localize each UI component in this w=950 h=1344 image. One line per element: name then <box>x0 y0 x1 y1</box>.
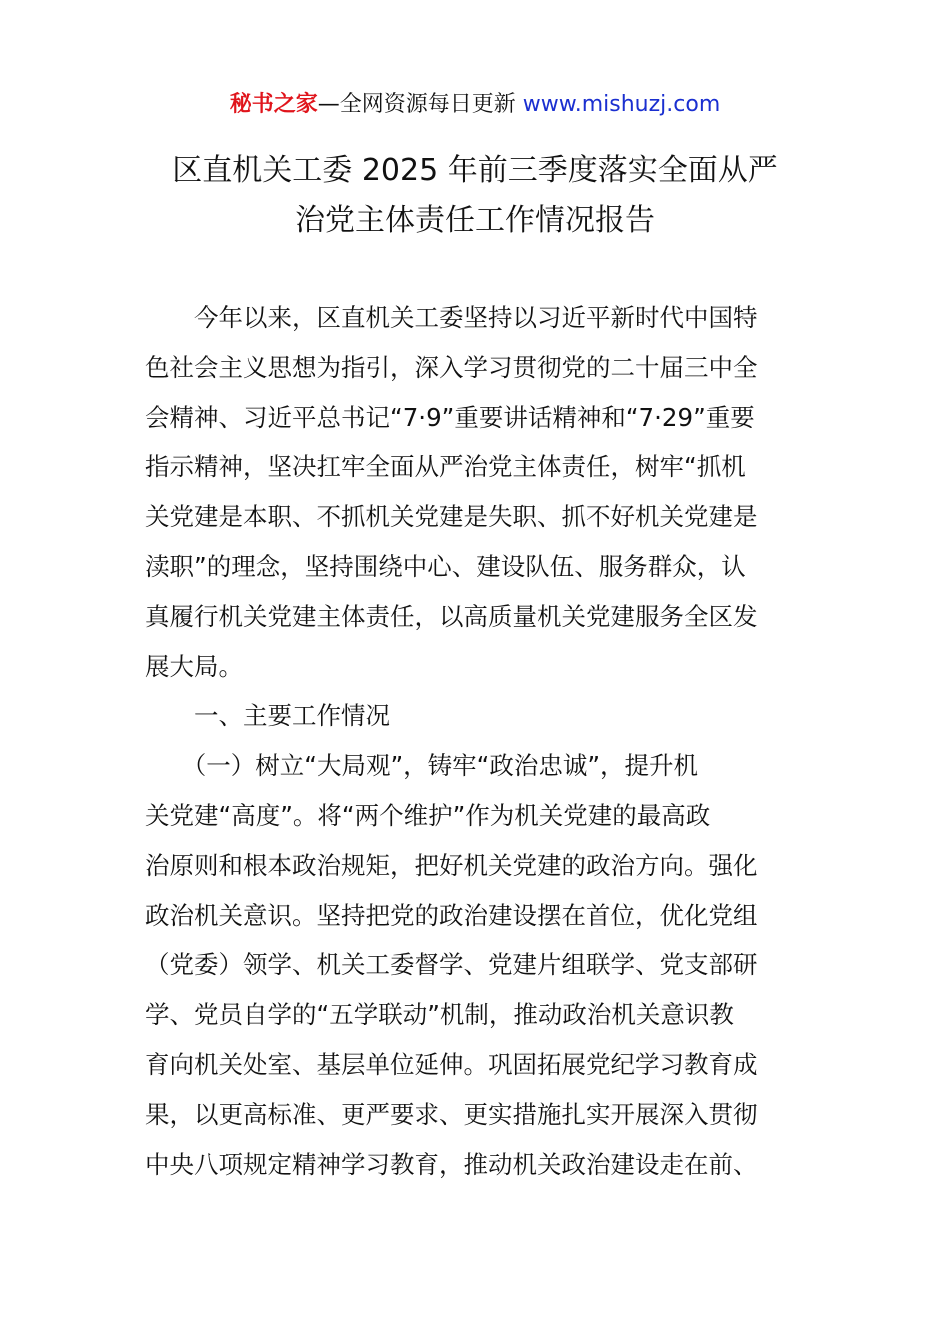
body-line: 学、党员自学的“五学联动”机制，推动政治机关意识教 <box>145 1000 734 1030</box>
site-url[interactable]: www.mishuzj.com <box>522 92 721 117</box>
body-line: 真履行机关党建主体责任，以高质量机关党建服务全区发 <box>145 601 758 631</box>
body-line: 渎职”的理念，坚持围绕中心、建设队伍、服务群众，认 <box>145 551 746 581</box>
body-line: 果，以更高标准、更严要求、更实措施扎实开展深入贯彻 <box>145 1099 758 1129</box>
body-line: 育向机关处室、基层单位延伸。巩固拓展党纪学习教育成 <box>145 1049 758 1079</box>
brand-name: 秘书之家 <box>229 92 318 117</box>
header-slogan: —全网资源每日更新 <box>317 92 523 117</box>
body-line: 关党建“高度”。将“两个维护”作为机关党建的最高政 <box>145 800 711 830</box>
body-line: 会精神、习近平总书记“7·9”重要讲话精神和“7·29”重要 <box>145 402 755 432</box>
body-line: （党委）领学、机关工委督学、党建片组联学、党支部研 <box>145 950 758 980</box>
document-title <box>0 146 950 246</box>
section-heading: 一、主要工作情况 <box>145 701 390 731</box>
body-line: 今年以来，区直机关工委坚持以习近平新时代中国特 <box>145 303 758 332</box>
document-body <box>145 293 810 1189</box>
site-header <box>0 88 950 122</box>
title-line-1: 区直机关工委 2025 年前三季度落实全面从严 <box>172 153 778 188</box>
body-line: 政治机关意识。坚持把党的政治建设摆在首位，优化党组 <box>145 900 758 930</box>
body-line: 色社会主义思想为指引，深入学习贯彻党的二十届三中全 <box>145 352 758 382</box>
body-line: 展大局。 <box>145 651 243 681</box>
body-line: 治原则和根本政治规矩，把好机关党建的政治方向。强化 <box>145 850 758 880</box>
subsection-heading: （一）树立“大局观”，铸牢“政治忠诚”，提升机 <box>145 751 699 781</box>
body-line: 关党建是本职、不抓机关党建是失职、抓不好机关党建是 <box>145 502 758 532</box>
body-line: 指示精神，坚决扛牢全面从严治党主体责任，树牢“抓机 <box>145 452 746 482</box>
title-line-2: 治党主体责任工作情况报告 <box>295 203 655 238</box>
body-line: 中央八项规定精神学习教育，推动机关政治建设走在前、 <box>145 1149 758 1179</box>
